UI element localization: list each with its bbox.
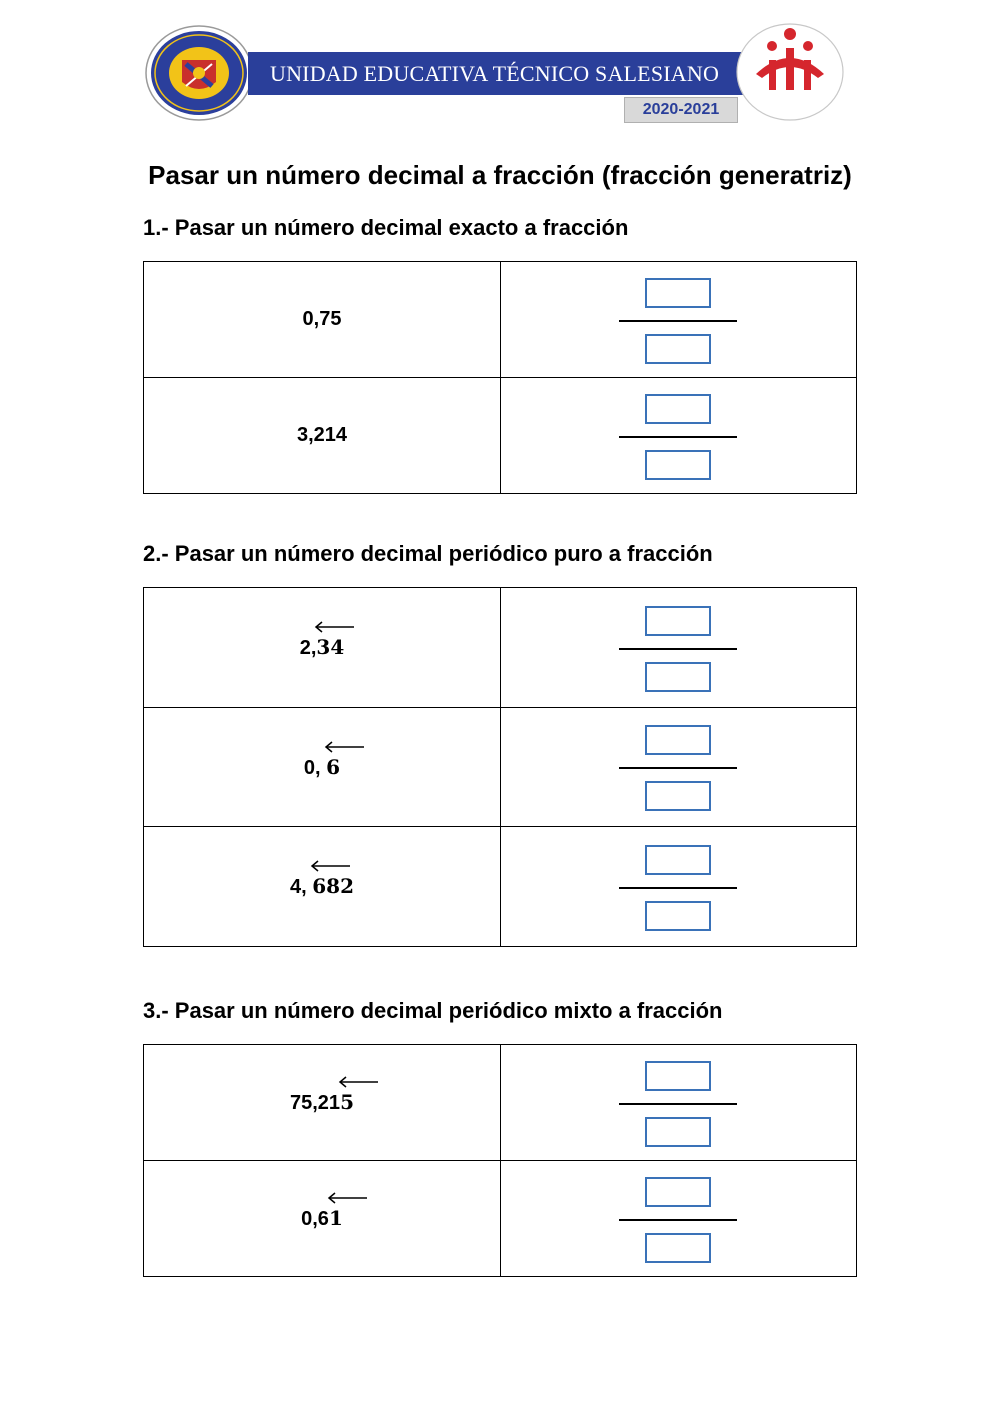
table-row [144, 378, 857, 494]
school-year-box [624, 97, 738, 123]
decimal-whole: 4, [290, 876, 313, 898]
decimal-cell [144, 588, 501, 708]
denominator-input[interactable] [645, 450, 711, 480]
fraction-cell [501, 262, 857, 378]
section-2-heading: 2.- Pasar un número decimal periódico puro a fracción [143, 541, 713, 566]
decimal-number: 0,75 [302, 308, 342, 330]
decimal-whole: 0, [303, 756, 327, 779]
repeating-digits [329, 1206, 343, 1230]
fraction-cell [501, 1161, 857, 1277]
fraction-cell [501, 588, 857, 708]
numerator-input[interactable] [645, 394, 711, 424]
numerator-input[interactable] [645, 845, 711, 875]
section-1-table [143, 261, 857, 494]
table-row [144, 588, 857, 708]
fraction-bar [619, 887, 737, 889]
period-arrow-icon [310, 860, 350, 872]
numerator-input[interactable] [645, 1177, 711, 1207]
period-value: 34 [316, 635, 345, 659]
table-row [144, 827, 857, 947]
decimal-whole: 75,21 [290, 1092, 341, 1114]
fraction-cell [501, 1045, 857, 1161]
repeating-digits [316, 635, 344, 659]
fraction-answer [619, 388, 739, 484]
banner [248, 52, 788, 95]
period-value: 6 [326, 754, 341, 779]
fraction-bar [619, 648, 737, 650]
period-arrow-icon [338, 1076, 378, 1088]
repeating-digits [340, 1090, 354, 1114]
denominator-input[interactable] [645, 901, 711, 931]
period-arrow-icon [324, 741, 364, 753]
period-value: 5 [340, 1090, 354, 1114]
section-2-table [143, 587, 857, 947]
repeating-digits [312, 874, 354, 898]
school-header [140, 22, 852, 134]
numerator-input[interactable] [645, 1061, 711, 1091]
fraction-answer [619, 272, 739, 368]
repeating-digits [326, 755, 340, 779]
table-row [144, 1045, 857, 1161]
salesianos-logo [734, 22, 852, 134]
fraction-answer [619, 1055, 739, 1151]
fraction-bar [619, 767, 737, 769]
decimal-cell [144, 708, 501, 827]
decimal-whole: 0,6 [301, 1208, 329, 1230]
decimal-cell [144, 827, 501, 947]
fraction-answer [619, 1171, 739, 1267]
period-arrow-icon [327, 1192, 367, 1204]
table-row [144, 262, 857, 378]
fraction-bar [619, 1103, 737, 1105]
decimal-cell [144, 1045, 501, 1161]
numerator-input[interactable] [645, 606, 711, 636]
fraction-bar [619, 1219, 737, 1221]
fraction-answer [619, 719, 739, 815]
denominator-input[interactable] [645, 662, 711, 692]
table-row [144, 1161, 857, 1277]
decimal-cell [144, 378, 501, 494]
fraction-cell [501, 827, 857, 947]
fraction-answer [619, 600, 739, 696]
section-1-heading: 1.- Pasar un número decimal exacto a fracción [143, 215, 629, 240]
school-year: 2020-2021 [642, 101, 720, 118]
numerator-input[interactable] [645, 278, 711, 308]
numerator-input[interactable] [645, 725, 711, 755]
section-3-table [143, 1044, 857, 1277]
denominator-input[interactable] [645, 1233, 711, 1263]
fraction-cell [501, 378, 857, 494]
period-arrow-icon [314, 621, 354, 633]
denominator-input[interactable] [645, 1117, 711, 1147]
table-row [144, 708, 857, 827]
school-name: UNIDAD EDUCATIVA TÉCNICO SALESIANO [270, 61, 720, 86]
fraction-answer [619, 839, 739, 935]
page-title: Pasar un número decimal a fracción (fracción generatriz) [148, 160, 852, 190]
section-3-heading: 3.- Pasar un número decimal periódico mixto a fracción [143, 998, 723, 1023]
fraction-bar [619, 436, 737, 438]
decimal-cell [144, 1161, 501, 1277]
decimal-cell [144, 262, 501, 378]
fraction-cell [501, 708, 857, 827]
decimal-whole: 2, [299, 637, 317, 659]
fraction-bar [619, 320, 737, 322]
denominator-input[interactable] [645, 781, 711, 811]
period-value: 1 [328, 1206, 343, 1230]
period-value: 682 [312, 874, 354, 898]
decimal-number: 3,214 [296, 424, 348, 446]
denominator-input[interactable] [645, 334, 711, 364]
school-crest-logo [144, 24, 254, 122]
